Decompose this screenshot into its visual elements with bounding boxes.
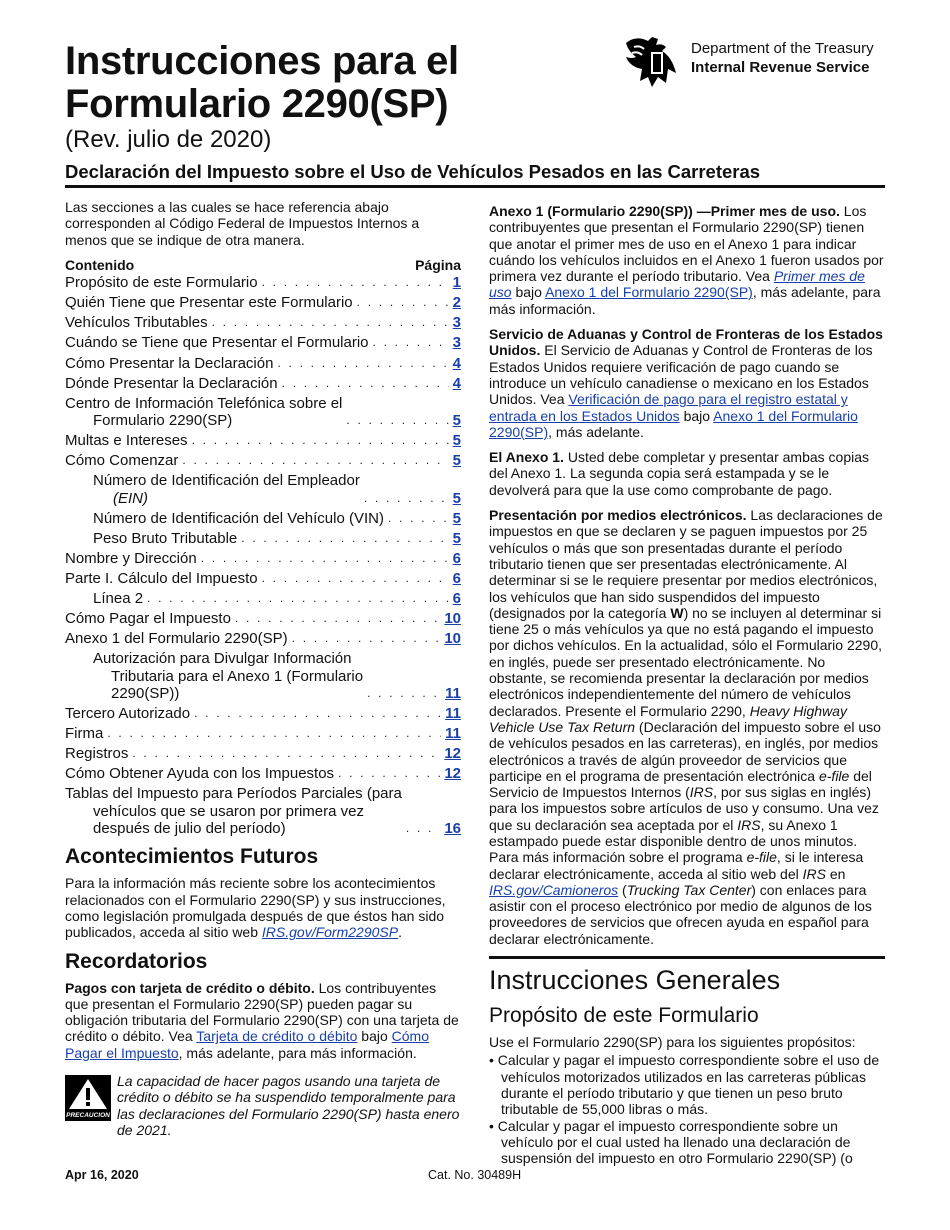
toc-page-link[interactable]: 3 (452, 334, 461, 352)
agency-name: Department of the Treasury (691, 40, 874, 57)
toc-page-link[interactable]: 5 (452, 489, 461, 507)
toc-item[interactable]: Cuándo se Tiene que Presentar el Formulario . . . 3 (65, 334, 461, 351)
toc-item[interactable]: Centro de Información Telefónica sobre el Formulario 2290(SP) . . . 5 (65, 395, 461, 430)
toc-page-link[interactable]: 12 (444, 765, 461, 783)
general-instructions-heading: Instrucciones Generales (489, 965, 781, 996)
toc-page-link[interactable]: 2 (452, 294, 461, 312)
toc-page-link[interactable]: 6 (452, 570, 461, 587)
toc-page-link[interactable]: 5 (452, 509, 461, 527)
toc-page-link[interactable]: 10 (444, 630, 461, 648)
toc-head-contents: Contenido (65, 256, 135, 273)
page-title: Instrucciones para el Formulario 2290(SP) (65, 39, 459, 126)
toc-page-link[interactable]: 5 (452, 432, 461, 450)
anexo1-first-month-text: Anexo 1 (Formulario 2290(SP)) —Primer mes de uso. Los contribuyentes que presentan el Formulario 2290(SP) tienen que anotar el primer mes de uso en el Anexo 1 para indicar cuándo los vehículos incluidos en el Anexo 1 fueron usados por primera vez durante el período tributario. Vea Primer mes de uso bajo Anexo 1 del Formulario 2290(SP), más adelante, para más información. (489, 203, 884, 317)
caution-text: La capacidad de hacer pagos usando una tarjeta de crédito o débito se ha suspendido temporalmente para las declaraciones del Formulario 2290(SP) hasta enero de 2021. (117, 1073, 460, 1138)
anexo1-link[interactable]: Anexo 1 del Formulario 2290(SP) (545, 284, 753, 301)
toc-item[interactable]: Parte I. Cálculo del Impuesto . . . 6 (65, 570, 461, 587)
toc-page-link[interactable]: 10 (444, 610, 461, 628)
toc-page-link[interactable]: 5 (452, 452, 461, 470)
toc-item[interactable]: Firma . . . 11 (65, 725, 461, 742)
toc-page-link[interactable]: 5 (452, 529, 461, 547)
toc-item[interactable]: Tablas del Impuesto para Períodos Parciales (para vehículos que se usaron por primera vez después de julio del período) . . . 16 (65, 785, 461, 837)
toc-item[interactable]: Autorización para Divulgar Información Tributaria para el Anexo 1 (Formulario 2290(SP)) . . . 11 (65, 650, 461, 702)
toc-head-page: Página (415, 256, 461, 273)
agency-service: Internal Revenue Service (691, 59, 870, 76)
toc-page-link[interactable]: 12 (444, 745, 461, 763)
irs-eagle-logo-icon (622, 33, 686, 89)
toc-item[interactable]: Cómo Pagar el Impuesto . . . 10 (65, 610, 461, 627)
toc-item[interactable]: Cómo Obtener Ayuda con los Impuestos . . . 12 (65, 765, 461, 782)
footer-date: Apr 16, 2020 (65, 1168, 139, 1182)
form-subtitle: Declaración del Impuesto sobre el Uso de Vehículos Pesados en las Carreteras (65, 161, 761, 182)
toc-item[interactable]: Línea 2 . . . 6 (65, 590, 461, 607)
toc-item[interactable]: Cómo Comenzar . . . 5 (65, 452, 461, 469)
purpose-bullet: • Calcular y pagar el impuesto correspondiente sobre un vehículo por el cual usted ha llenado una declaración de suspensión del impuesto en otro Formulario 2290(SP) (o (489, 1117, 853, 1167)
caution-warning-icon (65, 1075, 111, 1121)
table-of-contents (65, 274, 461, 837)
caution-note (65, 1073, 461, 1138)
reminders-heading: Recordatorios (65, 949, 208, 973)
efile-text: Presentación por medios electrónicos. Las declaraciones de impuestos en que se declaren y se paguen impuestos por 25 vehículos o más que son presentadas durante el período tributario tienen que ser presentadas electrónicamente. Al determinar si se le requiere presentar por medios electrónicos, los vehículos que han sido suspendidos del impuesto (designados por la categoría W) no se incluyen al determinar si tiene 25 o más vehículos ya que no está pagando el impuesto por dichos vehículos. En la actualidad, sólo el Formulario 2290, en inglés, puede ser presentado electrónicamente. No obstante, se recomienda presentar la declaración por medios electrónicos independientemente del número de vehículos declarados. Presente el Formulario 2290, Heavy Highway Vehicle Use Tax Return (Declaración del impuesto sobre el uso de vehículos pesados en las carreteras), en inglés, por medios electrónicos a través de algún proveedor de servicios que participe en el programa de presentación electrónica e-file del Servicio de Impuestos Internos (IRS, por sus siglas en inglés) para los impuestos sobre artículos de uso y consumo. Una vez que su declaración sea aceptada por el IRS, su Anexo 1 estampado puede estar disponible dentro de unos minutos. Para más información sobre el programa e-file, si le interesa declarar electrónicamente, acceda al sitio web del IRS en IRS.gov/Camioneros (Trucking Tax Center) con enlaces para asistir con el proceso electrónico por medio de algunos de los proveedores de servicios que ofrecen ayuda en español para declarar electrónicamente. (489, 507, 883, 947)
toc-page-link[interactable]: 5 (452, 412, 461, 430)
toc-page-link[interactable]: 3 (452, 314, 461, 332)
irs-form2290sp-link[interactable]: IRS.gov/Form2290SP (261, 924, 399, 941)
toc-page-link[interactable]: 4 (452, 374, 461, 392)
how-to-pay-link[interactable]: Cómo Pagar el Impuesto (65, 1028, 430, 1061)
anexo1-link[interactable]: Anexo 1 del Formulario 2290(SP) (489, 407, 858, 440)
first-month-link[interactable]: Primer mes de uso (489, 268, 865, 301)
toc-item[interactable]: Número de Identificación del Empleador (EIN) . . . 5 (65, 472, 461, 507)
toc-item[interactable]: Dónde Presentar la Declaración . . . 4 (65, 375, 461, 392)
toc-item[interactable]: Anexo 1 del Formulario 2290(SP) . . . 10 (65, 630, 461, 647)
card-payment-link[interactable]: Tarjeta de crédito o débito (196, 1028, 358, 1045)
toc-page-link[interactable]: 11 (445, 705, 461, 723)
toc-item[interactable]: Vehículos Tributables . . . 3 (65, 314, 461, 331)
toc-item[interactable]: Cómo Presentar la Declaración . . . 4 (65, 355, 461, 372)
toc-item[interactable]: Nombre y Dirección . . . 6 (65, 550, 461, 567)
future-heading: Acontecimientos Futuros (65, 845, 319, 869)
toc-item[interactable]: Número de Identificación del Vehículo (VIN) . . . 5 (65, 510, 461, 527)
anexo1-text: El Anexo 1. Usted debe completar y presentar ambas copias del Anexo 1. La segunda copia será estampada y se le devolverá para que la use como comprobante de pago. (489, 449, 869, 498)
purpose-bullet: • Calcular y pagar el impuesto correspondiente sobre el uso de vehículos motorizados utilizados en las carreteras públicas durante el período tributario y que tienen un peso bruto tributable de 55,000 libras o más. (489, 1052, 880, 1118)
agency-block (691, 39, 874, 77)
toc-item[interactable]: Multas e Intereses . . . 5 (65, 432, 461, 449)
footer-catalog-number: Cat. No. 30489H (428, 1168, 522, 1182)
future-text: Para la información más reciente sobre los acontecimientos relacionados con el Formulario 2290(SP) y sus instrucciones, como legislación promulgada después de que éstos han sido publicados, acceda al sitio web IRS.gov/Form2290SP. (65, 875, 446, 941)
section-rule (489, 956, 885, 959)
payment-verification-link[interactable]: Verificación de pago para el registro estatal y entrada en los Estados Unidos (489, 391, 848, 424)
toc-item[interactable]: Quién Tiene que Presentar este Formulario . . . 2 (65, 294, 461, 311)
revision-date: (Rev. julio de 2020) (65, 126, 272, 153)
header-rule (65, 185, 885, 188)
purpose-intro: Use el Formulario 2290(SP) para los siguientes propósitos: (489, 1034, 856, 1051)
toc-page-link[interactable]: 4 (452, 354, 461, 372)
customs-text: Servicio de Aduanas y Control de Fronteras de los Estados Unidos. El Servicio de Aduanas y Control de Fronteras de los Estados Unidos requiere verificación de pago cuando se introduce un vehículo canadiense o mexicano en los Estados Unidos. Vea Verificación de pago para el registro estatal y entrada en los Estados Unidos bajo Anexo 1 del Formulario 2290(SP), más adelante. (489, 326, 883, 440)
toc-page-link[interactable]: 11 (445, 725, 461, 743)
toc-item[interactable]: Peso Bruto Tributable . . . 5 (65, 530, 461, 547)
toc-page-link[interactable]: 6 (452, 549, 461, 567)
toc-page-link[interactable]: 16 (444, 820, 461, 838)
caution-label: PRECAUCION (66, 1112, 110, 1119)
reminders-card-text: Pagos con tarjeta de crédito o débito. Los contribuyentes que presentan el Formulario 2290(SP) pueden pagar su obligación tributaria del Formulario 2290(SP) con una tarjeta de crédito o débito. Vea Tarjeta de crédito o débito bajo Cómo Pagar el Impuesto, más adelante, para más información. (65, 979, 459, 1061)
irs-camioneros-link[interactable]: IRS.gov/Camioneros (489, 881, 619, 898)
intro-text: Las secciones a las cuales se hace referencia abajo corresponden al Código Federal de Impuestos Internos a menos que se indique de otra manera. (65, 199, 420, 248)
toc-page-link[interactable]: 1 (452, 274, 461, 292)
purpose-heading: Propósito de este Formulario (489, 1004, 759, 1028)
toc-item[interactable]: Tercero Autorizado . . . 11 (65, 705, 461, 722)
toc-page-link[interactable]: 11 (445, 684, 461, 702)
toc-item[interactable]: Registros . . . 12 (65, 745, 461, 762)
toc-item[interactable]: Propósito de este Formulario . . . 1 (65, 274, 461, 291)
toc-header (65, 257, 461, 273)
toc-page-link[interactable]: 6 (452, 590, 461, 608)
left-column (65, 199, 461, 1138)
right-column (489, 203, 885, 1166)
